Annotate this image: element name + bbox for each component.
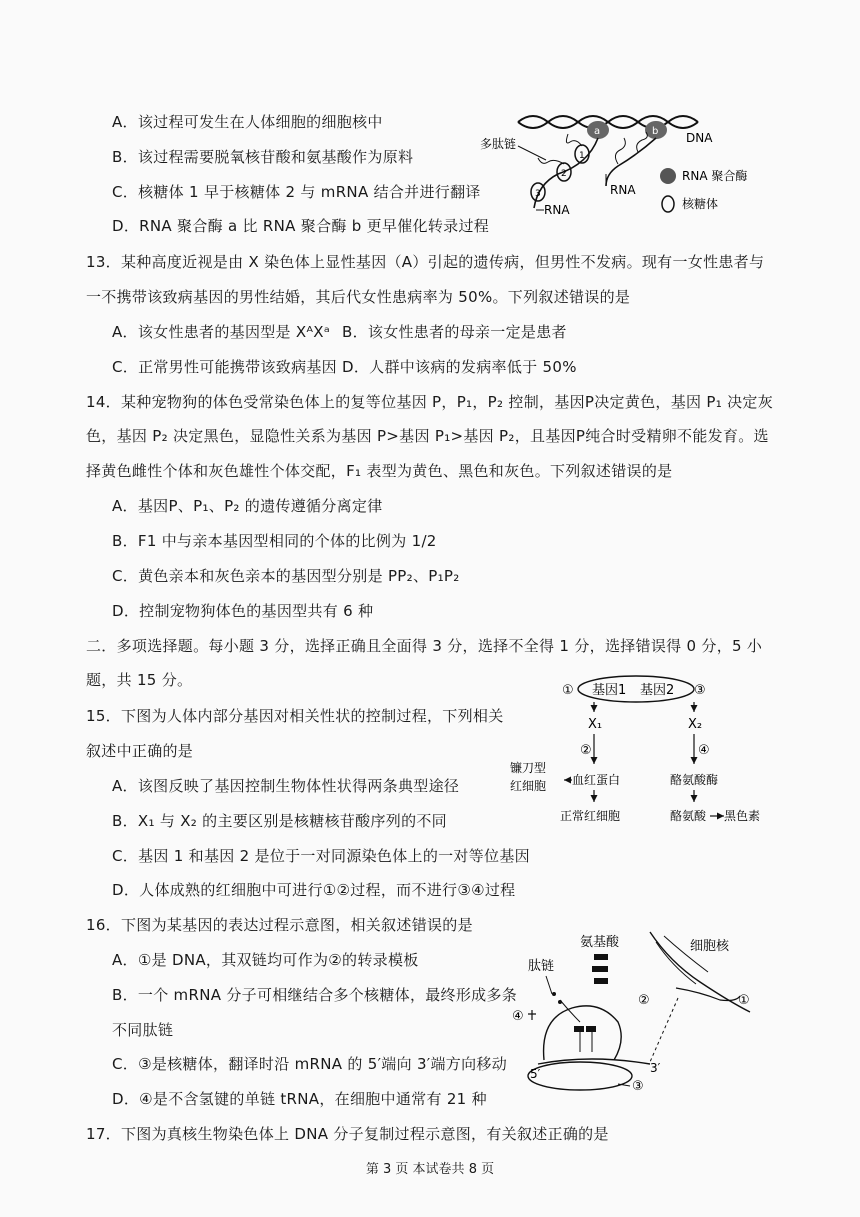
fig12-label-a: a: [594, 126, 601, 137]
fig15-x1: X₁: [588, 717, 603, 732]
fig15-x2: X₂: [688, 717, 703, 732]
fig15-circle-3: ③: [694, 683, 706, 698]
q15-option-d: D．人体成熟的红细胞中可进行①②过程，而不进行③④过程: [112, 881, 516, 899]
fig12-ribosome-3: 3: [535, 189, 541, 199]
fig15-hemoglobin: 血红蛋白: [572, 773, 621, 787]
q13-stem-line2: 一不携带该致病基因的男性结婚，其后代女性患病率为 50%。下列叙述错误的是: [86, 288, 631, 306]
q14-stem-line2: 色，基因 P₂ 决定黑色，显隐性关系为基因 P>基因 P₁>基因 P₂，且基因P纯合时受精卵不能发育。选: [86, 427, 769, 445]
fig12-label-b: b: [652, 126, 659, 137]
fig12-dna-label: DNA: [686, 131, 713, 145]
fig15-normal-rbc: 正常红细胞: [560, 809, 621, 823]
q15-option-b: B．X₁ 与 X₂ 的主要区别是核糖核苷酸序列的不同: [112, 812, 447, 830]
section2-header-line2: 题，共 15 分。: [86, 671, 193, 689]
q14-stem-line1: 14．某种宠物狗的体色受常染色体上的复等位基因 P，P₁，P₂ 控制，基因P决定黄色，基因 P₁ 决定灰: [86, 393, 774, 411]
fig15-enzyme: 酪氨酸酶: [670, 773, 719, 787]
q13-stem-line1: 13．某种高度近视是由 X 染色体上显性基因（A）引起的遗传病，但男性不发病。现有一女性患者与: [86, 253, 765, 271]
fig16-three-prime: 3′: [650, 1061, 661, 1075]
q15-stem-line2: 叙述中正确的是: [86, 742, 194, 760]
fig12-rna-label-2: RNA: [544, 203, 570, 217]
q14-option-c: C．黄色亲本和灰色亲本的基因型分别是 PP₂、P₁P₂: [112, 567, 460, 585]
q16-option-d: D．④是不含氢键的单链 tRNA，在细胞中通常有 21 种: [112, 1090, 487, 1108]
fig12-legend-polymerase: RNA 聚合酶: [682, 169, 748, 183]
q12-option-a: A．该过程可发生在人体细胞的细胞核中: [112, 113, 383, 131]
q12-option-b: B．该过程需要脱氧核苷酸和氨基酸作为原料: [112, 148, 414, 166]
page-footer: 第 3 页 本试卷共 8 页: [365, 1162, 495, 1177]
q13-option-b: B．该女性患者的母亲一定是患者: [342, 323, 567, 341]
q16-option-b-line2: 不同肽链: [112, 1021, 174, 1039]
section2-header-line1: 二．多项选择题。每小题 3 分，选择正确且全面得 3 分，选择不全得 1 分，选择错误得 0 分，5 小: [86, 637, 763, 655]
q13-option-c: C．正常男性可能携带该致病基因: [112, 358, 337, 376]
fig16-five-prime: 5′: [530, 1067, 541, 1081]
fig12-transcription-diagram: [478, 104, 778, 224]
fig15-gene-control-diagram: [510, 668, 770, 834]
q14-option-b: B．F1 中与亲本基因型相同的个体的比例为 1/2: [112, 532, 437, 550]
fig15-circle-4: ④: [698, 743, 710, 758]
fig16-circle-4: ④: [512, 1009, 524, 1024]
q15-option-c: C．基因 1 和基因 2 是位于一对同源染色体上的一对等位基因: [112, 847, 530, 865]
fig16-gene-expression-diagram: [500, 922, 770, 1094]
q16-option-a: A．①是 DNA，其双链均可作为②的转录模板: [112, 951, 419, 969]
q15-stem-line1: 15．下图为人体内部分基因对相关性状的控制过程，下列相关: [86, 707, 504, 725]
fig16-nucleus: 细胞核: [690, 939, 730, 954]
q16-option-c: C．③是核糖体，翻译时沿 mRNA 的 5′端向 3′端方向移动: [112, 1055, 508, 1073]
fig15-gene1: 基因1: [592, 683, 627, 698]
fig15-melanin: 黑色素: [724, 809, 761, 823]
q14-option-d: D．控制宠物狗体色的基因型共有 6 种: [112, 602, 374, 620]
q13-option-a: A．该女性患者的基因型是 XᴬXᵃ: [112, 323, 331, 341]
fig16-circle-3: ③: [632, 1079, 644, 1094]
fig16-peptide: 肽链: [528, 959, 555, 974]
q12-option-c: C．核糖体 1 早于核糖体 2 与 mRNA 结合并进行翻译: [112, 183, 481, 201]
fig12-ribosome-1: 1: [579, 151, 585, 161]
fig15-gene2: 基因2: [640, 683, 675, 698]
q12-option-d: D．RNA 聚合酶 a 比 RNA 聚合酶 b 更早催化转录过程: [112, 217, 490, 235]
fig12-ribosome-2: 2: [561, 169, 567, 179]
q14-stem-line3: 择黄色雌性个体和灰色雄性个体交配，F₁ 表型为黄色、黑色和灰色。下列叙述错误的是: [86, 462, 673, 480]
q13-option-d: D．人群中该病的发病率低于 50%: [342, 358, 577, 376]
fig15-tyrosine: 酪氨酸: [670, 809, 707, 823]
fig16-circle-1: ①: [738, 993, 750, 1008]
fig16-circle-2: ②: [638, 993, 650, 1008]
q16-stem: 16．下图为某基因的表达过程示意图，相关叙述错误的是: [86, 916, 473, 934]
q14-option-a: A．基因P、P₁、P₂ 的遗传遵循分离定律: [112, 497, 383, 515]
fig16-amino-acid: 氨基酸: [580, 935, 620, 950]
q15-option-a: A．该图反映了基因控制生物体性状得两条典型途径: [112, 777, 460, 795]
fig15-sickle-line1: 镰刀型: [510, 761, 547, 775]
fig12-peptide-label: 多肽链: [480, 137, 517, 151]
fig12-legend-ribosome: 核糖体: [682, 197, 719, 211]
fig15-circle-2: ②: [580, 743, 592, 758]
q16-option-b-line1: B．一个 mRNA 分子可相继结合多个核糖体，最终形成多条: [112, 986, 518, 1004]
fig12-rna-label-1: RNA: [610, 183, 636, 197]
q17-stem: 17．下图为真核生物染色体上 DNA 分子复制过程示意图，有关叙述正确的是: [86, 1125, 609, 1143]
fig15-circle-1: ①: [562, 683, 574, 698]
fig15-sickle-line2: 红细胞: [510, 779, 547, 793]
